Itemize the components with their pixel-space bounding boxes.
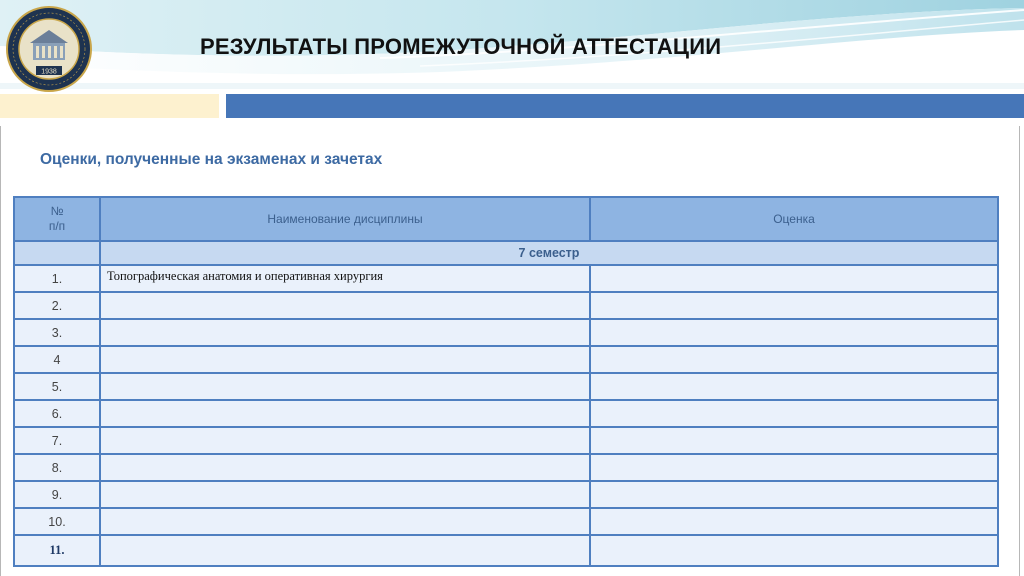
row-grade	[590, 292, 998, 319]
row-discipline: Топографическая анатомия и оперативная хирургия	[100, 265, 590, 292]
row-grade	[590, 319, 998, 346]
table-row	[14, 400, 998, 427]
page-title: РЕЗУЛЬТАТЫ ПРОМЕЖУТОЧНОЙ АТТЕСТАЦИИ	[200, 34, 722, 59]
row-number: 11.	[14, 535, 100, 566]
accent-bar-right	[226, 94, 1024, 118]
semester-empty-cell	[14, 241, 100, 265]
row-discipline	[100, 454, 590, 481]
row-grade	[590, 535, 998, 566]
grades-table	[13, 196, 999, 567]
row-discipline	[100, 508, 590, 535]
row-number: 6.	[14, 400, 100, 427]
table-row	[14, 535, 998, 566]
row-number: 4	[14, 346, 100, 373]
header-num: № п/п	[14, 197, 100, 241]
table-row	[14, 346, 998, 373]
row-discipline	[100, 400, 590, 427]
row-grade	[590, 481, 998, 508]
row-grade	[590, 427, 998, 454]
row-discipline	[100, 481, 590, 508]
table-row	[14, 373, 998, 400]
row-discipline	[100, 319, 590, 346]
row-number: 1.	[14, 265, 100, 292]
table-row	[14, 292, 998, 319]
table-row	[14, 481, 998, 508]
row-discipline	[100, 535, 590, 566]
row-grade	[590, 373, 998, 400]
row-discipline	[100, 427, 590, 454]
header-discipline: Наименование дисциплины	[100, 197, 590, 241]
table-header-row	[14, 197, 998, 241]
university-logo-emblem	[6, 6, 92, 92]
row-discipline	[100, 346, 590, 373]
semester-row	[14, 241, 998, 265]
row-discipline	[100, 373, 590, 400]
row-number: 5.	[14, 373, 100, 400]
row-discipline	[100, 292, 590, 319]
row-grade	[590, 265, 998, 292]
header-grade: Оценка	[590, 197, 998, 241]
row-number: 3.	[14, 319, 100, 346]
row-number: 9.	[14, 481, 100, 508]
row-number: 7.	[14, 427, 100, 454]
row-number: 8.	[14, 454, 100, 481]
row-grade	[590, 400, 998, 427]
row-grade	[590, 346, 998, 373]
row-number: 2.	[14, 292, 100, 319]
row-number: 10.	[14, 508, 100, 535]
table-row	[14, 427, 998, 454]
table-row	[14, 265, 998, 292]
section-subtitle: Оценки, полученные на экзаменах и зачетах	[40, 151, 383, 168]
row-grade	[590, 454, 998, 481]
semester-label: 7 семестр	[100, 241, 998, 265]
logo-year: 1938	[41, 68, 57, 76]
table-row	[14, 454, 998, 481]
row-grade	[590, 508, 998, 535]
table-row	[14, 319, 998, 346]
table-row	[14, 508, 998, 535]
accent-bar-left	[0, 94, 219, 118]
